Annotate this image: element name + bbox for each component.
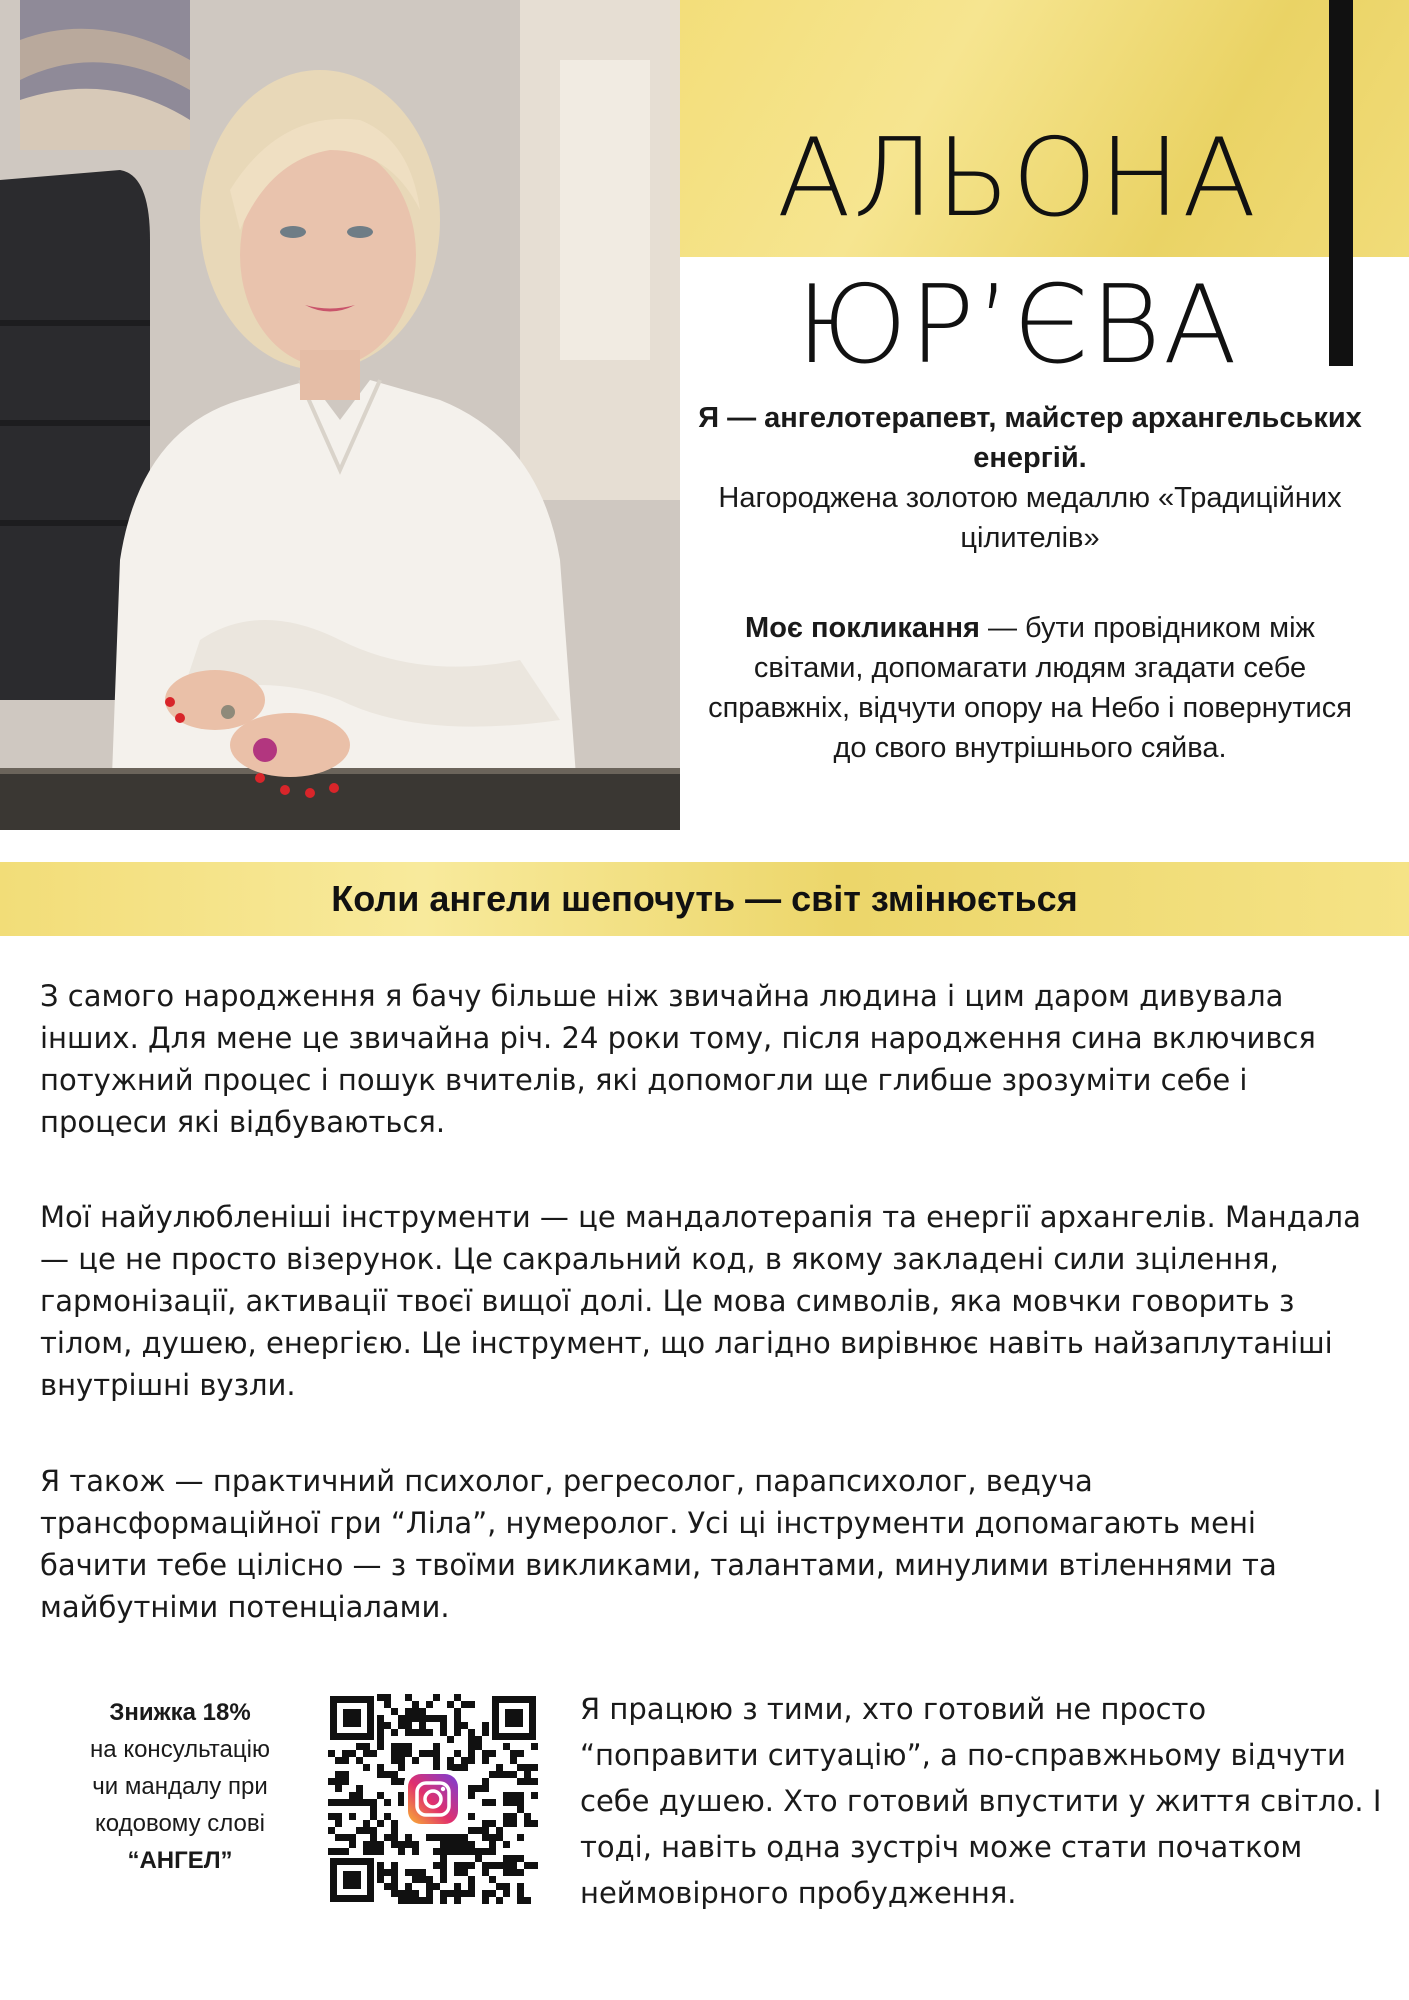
intro-award: Нагороджена золотою медаллю «Традиційних цілителів» [718,482,1342,554]
intro-title [690,398,1370,558]
intro-calling-text: — бути провідником між світами, допомагати людям згадати себе справжніх, відчути опору на Небо і повернутися до свого внутрішнього сяйва. [708,612,1352,764]
closing-paragraph: Я працюю з тими, хто готовий не просто “поправити ситуацію”, а по-справжньому відчути себе душею. Хто готовий впустити у життя світло. І тоді, навіть одна зустріч може стати початком неймовірного пробудження. [580,1692,1382,1910]
first-name: АЛЬОНА [776,116,1259,241]
intro-calling [690,608,1370,768]
slogan-banner [0,862,1409,936]
intro-calling-bold: Моє покликання [745,612,980,644]
discount-title: Знижка 18% [109,1699,251,1726]
discount-block [50,1694,310,1879]
accent-bar [1329,0,1353,366]
paragraph-3: Я також — практичний психолог, регресолог, парапсихолог, ведуча трансформаційної гри “Ліла”, нумеролог. Усі ці інструменти допомагають мені бачити тебе цілісно — з твоїми викликами, талантами, минулими втіленнями та майбутніми потенціалами. [40,1464,1277,1624]
discount-line-2: на консультацію [90,1736,270,1763]
portrait-photo [0,0,680,830]
paragraph-1: З самого народження я бачу більше ніж звичайна людина і цим даром дивувала інших. Для мене це звичайна річ. 24 роки тому, після народження сина включився потужний процес і пошук вчителів, які допомогли ще глибше зрозуміти себе і процеси які відбуваються. [40,979,1316,1139]
discount-code: “АНГЕЛ” [127,1847,233,1874]
discount-line-3: чи мандалу при [92,1773,268,1800]
instagram-icon [404,1770,462,1828]
intro-title-bold: Я — ангелотерапевт, майстер архангельських енергій. [698,402,1362,474]
last-name: ЮР’ЄВА [796,263,1239,388]
qr-code[interactable] [328,1694,538,1904]
discount-line-4: кодовому слові [95,1810,265,1837]
slogan-text: Коли ангели шепочуть — світ змінюється [331,878,1078,919]
paragraph-2: Мої найулюбленіші інструменти — це мандалотерапія та енергії архангелів. Мандала — це не просто візерунок. Це сакральний код, в якому закладені сили зцілення, гармонізації, активації твоєї вищої долі. Це мова символів, яка мовчки говорить з тілом, душею, енергією. Це інструмент, що лагідно вирівнює навіть найзаплутаніші внутрішні вузли. [40,1200,1361,1402]
